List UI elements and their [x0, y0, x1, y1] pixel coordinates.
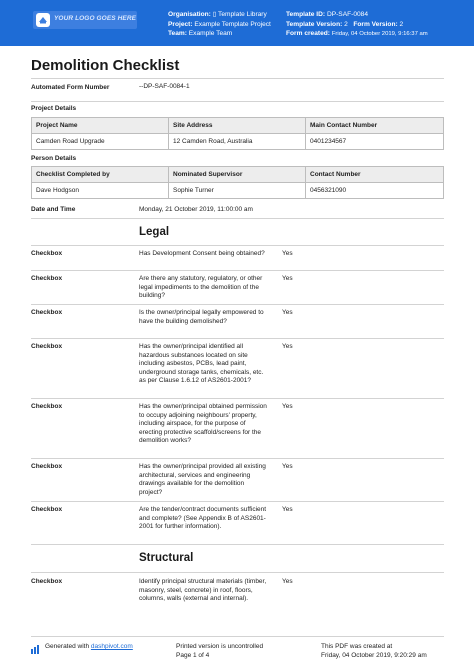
page-number: Page 1 of 4	[176, 652, 210, 660]
template-id-value: DP-SAF-0084	[326, 11, 368, 18]
date-time-value: Monday, 21 October 2019, 11:00:00 am	[139, 206, 253, 213]
generated-text: Generated with	[45, 643, 90, 650]
logo-text: YOUR LOGO GOES HERE	[54, 15, 137, 22]
dashpivot-link[interactable]: dashpivot.com	[90, 643, 133, 650]
team-label: Team:	[168, 30, 187, 38]
row-divider	[31, 304, 444, 305]
completed-by-header: Checklist Completed by	[32, 167, 169, 183]
project-value: Example Template Project	[194, 20, 271, 28]
header-template-info	[286, 10, 428, 40]
form-created-label: Form created:	[286, 30, 330, 38]
team-value: Example Team	[188, 30, 233, 38]
checklist-answer: Yes	[282, 250, 293, 257]
checklist-answer: Yes	[282, 506, 293, 513]
checklist-question: Identify principal structural materials (timber, masonry, steel, concrete) in roof, floors, columns, walls (external and internal).	[139, 578, 267, 603]
checklist-answer: Yes	[282, 463, 293, 470]
contact-number-cell: 0456321090	[306, 183, 444, 199]
project-details-table	[31, 117, 444, 150]
person-details-heading: Person Details	[31, 155, 77, 162]
checklist-question: Is the owner/principal legally empowered to have the building demolished?	[139, 309, 264, 325]
checklist-item-label: Checkbox	[31, 250, 63, 257]
form-created-value: Friday, 04 October 2019, 9:16:37 am	[331, 31, 428, 38]
checklist-row	[31, 340, 444, 396]
template-id-label: Template ID:	[286, 11, 326, 18]
template-version-label: Template Version:	[286, 20, 343, 28]
organisation-value: ▯ Template Library	[212, 11, 267, 18]
checklist-row	[31, 575, 444, 619]
template-version-value: 2	[344, 20, 348, 28]
page-title: Demolition Checklist	[31, 57, 180, 74]
site-address-header: Site Address	[169, 118, 306, 134]
row-divider	[31, 338, 444, 339]
logo-icon	[36, 13, 50, 27]
checklist-question: Has the owner/principal identified all hazardous substances located on site including asbestos, PCBs, lead paint, underground storage tanks, chemicals, etc. as per Clause 1.6.12 of AS2601-2001?	[139, 343, 264, 385]
site-address-cell: 12 Camden Road, Australia	[169, 134, 306, 150]
checklist-answer: Yes	[282, 343, 293, 350]
checklist-item-label: Checkbox	[31, 578, 63, 585]
form-number-divider	[31, 101, 444, 102]
person-details-table	[31, 166, 444, 199]
created-timestamp: Friday, 04 October 2019, 9:20:29 am	[321, 652, 427, 660]
checklist-item-label: Checkbox	[31, 403, 63, 410]
date-time-divider	[31, 218, 444, 219]
checklist-row	[31, 503, 444, 543]
printed-note: Printed version is uncontrolled	[176, 643, 264, 650]
checklist-item-label: Checkbox	[31, 463, 63, 470]
logo	[33, 11, 137, 29]
created-note: This PDF was created at	[321, 643, 393, 650]
checklist-row	[31, 306, 444, 336]
section-divider	[31, 245, 444, 246]
checklist-question: Has the owner/principal obtained permission to occupy adjoining neighbours' property, including airspace, for the purpose of erecting protective scaffold/screens for the demolition works?	[139, 403, 267, 445]
row-divider	[31, 501, 444, 502]
checklist-item-label: Checkbox	[31, 309, 63, 316]
main-contact-cell: 0401234567	[306, 134, 444, 150]
project-name-cell: Camden Road Upgrade	[32, 134, 169, 150]
footer-generated	[45, 642, 133, 651]
organisation-label: Organisation:	[168, 11, 211, 18]
checklist-answer: Yes	[282, 309, 293, 316]
checklist-item-label: Checkbox	[31, 275, 63, 282]
checklist-item-label: Checkbox	[31, 343, 63, 350]
row-divider	[31, 544, 444, 545]
document-header	[0, 0, 474, 46]
completed-by-cell: Dave Hodgson	[32, 183, 169, 199]
checklist-question: Are there any statutory, regulatory, or other legal impediments to the demolition of the building?	[139, 275, 263, 300]
form-number-value: --DP-SAF-0084-1	[139, 83, 190, 90]
form-version-value: 2	[399, 20, 404, 28]
section-title-structural: Structural	[139, 552, 194, 564]
row-divider	[31, 270, 444, 271]
date-time-label: Date and Time	[31, 206, 76, 213]
checklist-answer: Yes	[282, 578, 293, 585]
form-version-label: Form Version:	[353, 20, 398, 28]
footer-created-info	[321, 642, 427, 660]
footer-divider	[31, 636, 444, 637]
checklist-question: Has Development Consent being obtained?	[139, 250, 265, 257]
main-contact-header: Main Contact Number	[306, 118, 444, 134]
project-label: Project:	[168, 20, 193, 28]
checklist-item-label: Checkbox	[31, 506, 63, 513]
project-details-heading: Project Details	[31, 105, 77, 112]
checklist-answer: Yes	[282, 403, 293, 410]
checklist-row	[31, 460, 444, 500]
checklist-question: Are the tender/contract documents sufficient and complete? (See Appendix B of AS2601-2001 for further information).	[139, 506, 267, 531]
checklist-row	[31, 272, 444, 308]
nominated-supervisor-header: Nominated Supervisor	[169, 167, 306, 183]
checklist-answer: Yes	[282, 275, 293, 282]
row-divider	[31, 458, 444, 459]
footer-print-info	[176, 642, 263, 660]
dashpivot-icon	[31, 641, 41, 651]
title-divider	[31, 78, 444, 79]
row-divider	[31, 398, 444, 399]
nominated-supervisor-cell: Sophie Turner	[169, 183, 306, 199]
project-name-header: Project Name	[32, 118, 169, 134]
section-title-legal: Legal	[139, 226, 170, 238]
checklist-question: Has the owner/principal provided all existing architectural, services and engineering drawings available for the demolition project?	[139, 463, 266, 496]
checklist-row	[31, 400, 444, 456]
form-number-label: Automated Form Number	[31, 84, 110, 91]
contact-number-header: Contact Number	[306, 167, 444, 183]
header-org-info	[168, 10, 271, 39]
section-divider	[31, 572, 444, 573]
